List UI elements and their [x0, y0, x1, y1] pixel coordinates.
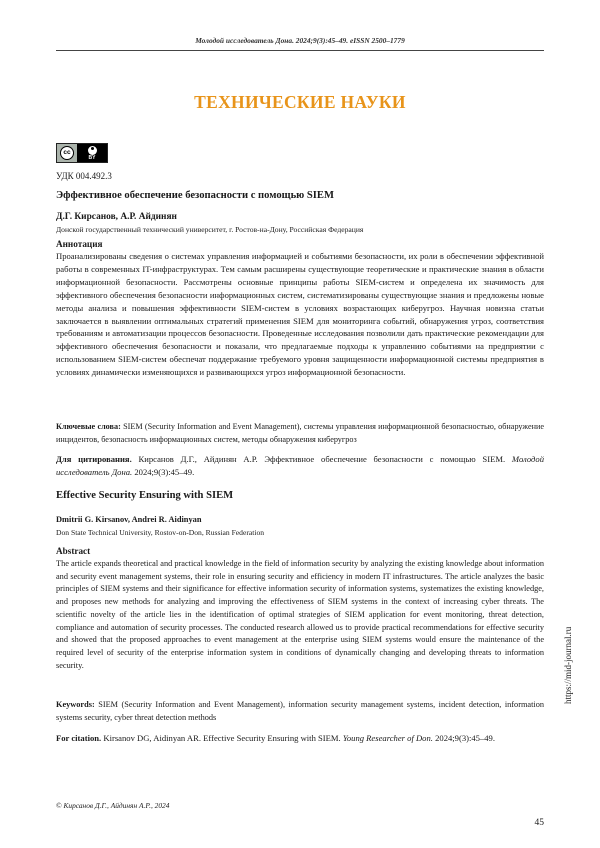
citation-ru — [56, 453, 544, 479]
authors-en: Dmitrii G. Kirsanov, Andrei R. Aidinyan — [56, 515, 202, 524]
page-number: 45 — [534, 818, 544, 828]
citation-ref-ru: 2024;9(3):45–49. — [134, 467, 195, 477]
keywords-en — [56, 699, 544, 724]
affiliation-ru: Донской государственный технический университет, г. Ростов-на-Дону, Российская Федерация — [56, 225, 364, 234]
person-icon — [88, 146, 97, 155]
journal-url-link[interactable]: https://mid-journal.ru — [563, 626, 573, 704]
citation-text-ru: Кирсанов Д.Г., Айдинян А.Р. Эффективное обеспечение безопасности с помощью SIEM. — [138, 454, 506, 464]
abstract-ru: Проанализированы сведения о системах управления информацией и событиями безопасности, их роли в обеспечении эффективной работы в современных IT-инфраструктурах. Тем самым расширены существующие теоретические и практические знания в области информационной безопасности. Рассмотрены основные принципы работы SIEM-систем и определена их значимость для эффективного обеспечения безопасности информационных систем, систематизированы существующие знания и предложены новые методы анализа и повышения эффективности SIEM-систем в условиях возрастающих киберугроз. Научная новизна статьи заключается в выявлении оптимальных стратегий применения SIEM для мониторинга событий, обнаружения угроз, соответствия требованиям и автоматизации процессов безопасности. Проведенные исследования позволили дать практические рекомендации для эффективного обеспечения безопасности и показали, что предлагаемые подходы к управлению событиями на предприятии с использованием SIEM-систем обеспечат поддержание требуемого уровня защищенности информационной системы предприятия в условиях динамически изменяющихся и развивающихся угроз информационной безопасности. — [56, 251, 544, 378]
citation-en — [56, 732, 544, 745]
keywords-text-en: SIEM (Security Information and Event Management), information security management systems, incident detection, information systems security, cyber threat detection methods — [56, 700, 544, 722]
citation-label-en: For citation. — [56, 733, 102, 743]
cc-by-license-icon[interactable] — [56, 143, 108, 163]
header-rule — [56, 50, 544, 51]
copyright-notice: © Кирсанов Д.Г., Айдинян А.Р., 2024 — [56, 801, 170, 810]
keywords-label-en: Keywords: — [56, 700, 95, 709]
abstract-heading-ru: Аннотация — [56, 239, 103, 249]
citation-journal-en: Young Researcher of Don. — [342, 733, 433, 743]
affiliation-en: Don State Technical University, Rostov-on-Don, Russian Federation — [56, 528, 265, 537]
abstract-heading-en: Abstract — [56, 546, 91, 556]
keywords-ru — [56, 420, 544, 446]
keywords-text-ru: SIEM (Security Information and Event Management), системы управления информационной безопасностью, обнаружение инцидентов, безопасность информационных систем, методы обнаружения киберугроз — [56, 422, 544, 444]
citation-text-en: Kirsanov DG, Aidinyan AR. Effective Security Ensuring with SIEM. — [103, 733, 341, 743]
authors-ru: Д.Г. Кирсанов, А.Р. Айдинян — [56, 212, 177, 222]
keywords-label-ru: Ключевые слова: — [56, 422, 121, 431]
by-attribution-icon — [77, 144, 107, 162]
article-title-ru: Эффективное обеспечение безопасности с помощью SIEM — [56, 190, 334, 201]
section-title: ТЕХНИЧЕСКИЕ НАУКИ — [194, 92, 406, 112]
by-label: BY — [88, 154, 96, 161]
citation-journal-ru: Молодой исследователь Дона. — [56, 454, 545, 477]
article-title-en: Effective Security Ensuring with SIEM — [56, 490, 234, 501]
cc-logo-icon: cc — [60, 146, 74, 160]
udc-code: УДК 004.492.3 — [56, 171, 112, 181]
citation-label-ru: Для цитирования. — [56, 454, 132, 464]
running-head: Молодой исследователь Дона. 2024;9(3):45–49. eISSN 2500–1779 — [195, 36, 405, 45]
citation-ref-en: 2024;9(3):45–49. — [435, 733, 496, 743]
abstract-en: The article expands theoretical and practical knowledge in the field of information security by analyzing the existing knowledge about information and security event management systems, their role in ensuring security and efficiency in modern IT infrastructures. The article analyzes the basic principles of SIEM systems and their significance for effective information security of information systems, systematizes the existing knowledge, and proposes new methods for analyzing and improving the effectiveness of SIEM systems in the context of increasing cyber threats. The scientific novelty of the article lies in the identification of optimal strategies of SIEM application for event monitoring, threat detection, compliance and automation of security processes. The conducted research allowed us to provide practical recommendations for effective security and showed that the proposed approaches to event management at the enterprise using SIEM systems would ensure the maintenance of the required level of security of the enterprise information system in conditions of dynamically changing and developing threats to information security. — [56, 559, 544, 670]
